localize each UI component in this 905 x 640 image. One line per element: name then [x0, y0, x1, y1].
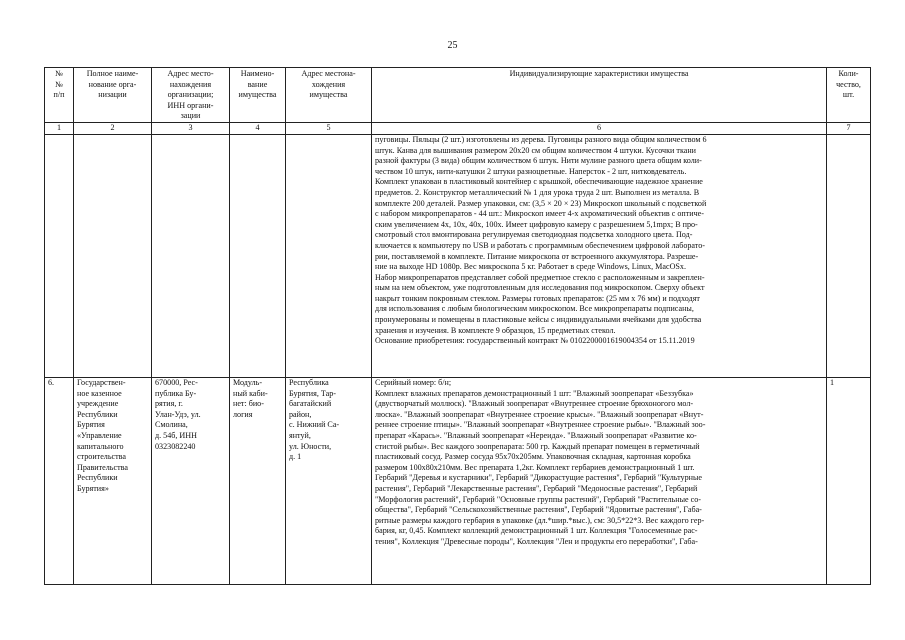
description-line: смотровый стол вмонтирована регулируемая светодиодная подсветка холодного цвета. Под- [375, 230, 693, 240]
cell-characteristics [372, 134, 827, 377]
table-row-continuation [45, 134, 871, 377]
description-line: Серийный номер: б/н; [375, 377, 452, 387]
header-number: № № п/п [45, 68, 74, 123]
column-number: 6 [372, 122, 827, 134]
description-line: рии, поставляемой в комплекте. Питание микроскопа от встроенного аккумулятора. Разреше- [375, 251, 699, 261]
column-number: 3 [152, 122, 230, 134]
description-line: реннее строение птицы». "Влажный зоопрепарат «Внутреннее строение рыбы». "Влажный зоо- [375, 420, 706, 430]
description-line: общества", Гербарий "Сельскохозяйственные растения", Гербарий "Ядовитые растения", Габа- [375, 505, 702, 515]
column-number: 7 [827, 122, 871, 134]
header-characteristics: Индивидуализирующие характеристики имущества [372, 68, 827, 123]
description-line: предметов. 2. Конструктор металлический № 1 для урока труда 2 шт. Выполнен из металла. В [375, 187, 700, 197]
description-line: пронумерованы и помещены в пластиковые кейсы с индивидуальными ячейками для удобства [375, 315, 702, 325]
description-line: Основание приобретения: государственный контракт № 0102200001619004354 от 15.11.2019 [375, 336, 695, 346]
cell-organization: Государствен- ное казенное учреждение Республики Бурятия «Управление капитального строительства Правительства Республики Бурятия» [74, 377, 152, 584]
description-line: препарат «Карась». "Влажный зоопрепарат «Нереида». "Влажный зоопрепарат «Развитие ко- [375, 430, 697, 440]
header-quantity: Коли- чество, шт. [827, 68, 871, 123]
description-line: для использования с любым биологическим микроскопом. Все микропрепараты подписаны, [375, 304, 694, 314]
cell-org-address [152, 134, 230, 377]
header-property-name: Наимено- вание имущества [230, 68, 286, 123]
description-line: Комплект влажных препаратов демонстрационный 1 шт: "Влажный зоопрепарат «Беззубка» [375, 388, 694, 398]
description-line: бария, кг, 0,45. Комплект коллекций демонстрационный 1 шт. Коллекция "Голосеменные рас- [375, 526, 698, 536]
page-number: 25 [447, 40, 458, 51]
description-line: растения", Гербарий "Лекарственные растения", Гербарий "Медоносные растения", Гербарий [375, 483, 698, 493]
column-number: 1 [45, 122, 74, 134]
description-line: размером 100х80х210мм. Вес препарата 1,2кг. Комплект гербариев демонстрационный 1 шт. [375, 462, 695, 472]
cell-property-name: Модуль- ный каби- нет: био- логия [230, 377, 286, 584]
description-line: люска». "Влажный зоопрепарат «Внутреннее строение крысы». "Влажный зоопрепарат «Внут- [375, 409, 704, 419]
description-line: ским увеличением 4х, 10х, 40х, 100х. Имеет цифровую камеру с разрешением 5,1mpx; В про- [375, 219, 698, 229]
header-property-address: Адрес местона- хождения имущества [286, 68, 372, 123]
cell-organization [74, 134, 152, 377]
column-number: 5 [286, 122, 372, 134]
description-line: ние на выходе HD 1080p. Вес микроскопа 5 кг. Работает в среде Windows, Linux, MacOSx. [375, 262, 686, 272]
description-line: пуговицы. Пяльцы (2 шт.) изготовлены из дерева. Пуговицы разного вида общим количеством 6 [375, 134, 707, 144]
cell-property-name [230, 134, 286, 377]
cell-number: 6. [45, 377, 74, 584]
description-line: ритные размеры каждого гербария в упаковке (дл.*шир.*выс.), см: 30,5*22*3. Вес каждого гер- [375, 515, 705, 525]
description-line: штук. Канва для вышивания размером 20х20 см общим количеством 4 штуки. Кусочки ткани [375, 145, 697, 155]
description-line: ным на нем объектом, уже подготовленным для исследования под микроскопом. Сверху объект [375, 283, 705, 293]
description-line: (двустворчатый моллюск). "Влажный зоопрепарат «Внутреннее строение брюхоногого мол- [375, 399, 694, 409]
description-line: Гербарий "Деревья и кустарники", Гербарий "Дикорастущие растения", Гербарий "Культурные [375, 473, 703, 483]
description-line: пластиковый сосуд. Размер сосуда 95х70х205мм. Упаковочная складная, картонная коробка [375, 452, 691, 462]
table-header-row [45, 68, 871, 123]
description-line: стистой рыбы». Вес каждого зоопрепарата: 500 гр. Каждый препарат помещен в герметичный [375, 441, 700, 451]
description-line: хранения и изучения. В комплекте 9 образцов, 15 предметных стекол. [375, 325, 616, 335]
description-line: разной фактуры (3 вида) общим количеством 6 штук. Нити мулине разного цвета общим коли- [375, 156, 702, 166]
description-line: комплекте 200 деталей. Размер упаковки, см: (3,5 × 20 × 23) Микроскоп школьный с подсветкой [375, 198, 707, 208]
column-number: 2 [74, 122, 152, 134]
header-org-address: Адрес место- нахождения организации; ИНН органи- зации [152, 68, 230, 123]
description-line: ключается к компьютеру по USB и работать с программным обеспечением цифровой лаборато- [375, 240, 705, 250]
cell-characteristics [372, 377, 827, 584]
description-line: с набором микропрепаратов - 44 шт.: Микроскоп имеет 4-х ахроматический объектив с оптиче- [375, 209, 704, 219]
inventory-table [44, 67, 871, 585]
cell-number [45, 134, 74, 377]
cell-quantity [827, 134, 871, 377]
cell-org-address: 670000, Рес- публика Бу- рятия, г. Улан-Удэ, ул. Смолина, д. 54б, ИНН 0323082240 [152, 377, 230, 584]
cell-quantity: 1 [827, 377, 871, 584]
header-organization: Полное наиме- нование орга- низации [74, 68, 152, 123]
column-number-row [45, 122, 871, 134]
description-line: тения", Коллекция "Древесные породы", Коллекция "Лен и продукты его переработки", Габа- [375, 536, 698, 546]
cell-property-address [286, 134, 372, 377]
cell-property-address: Республика Бурятия, Тар- багатайский район, с. Нижний Са- янтуй, ул. Юности, д. 1 [286, 377, 372, 584]
description-line: накрыт тонким покровным стеклом. Размеры готовых препаратов: (25 мм х 76 мм) и подходят [375, 293, 700, 303]
description-line: Комплект упакован в пластиковый контейнер с крышкой, обеспечивающие надежное хранение [375, 177, 703, 187]
description-line: чеством 10 штук, нити-катушки 2 штуки разноцветные. Наперсток - 2 шт, нитковдеватель. [375, 166, 687, 176]
table-row [45, 377, 871, 584]
column-number: 4 [230, 122, 286, 134]
description-line: "Морфология растений", Гербарий "Основные группы растений", Гербарий "Растительные со- [375, 494, 701, 504]
description-line: Набор микропрепаратов представляет собой предметное стекло с расположенным и закреплен- [375, 272, 705, 282]
